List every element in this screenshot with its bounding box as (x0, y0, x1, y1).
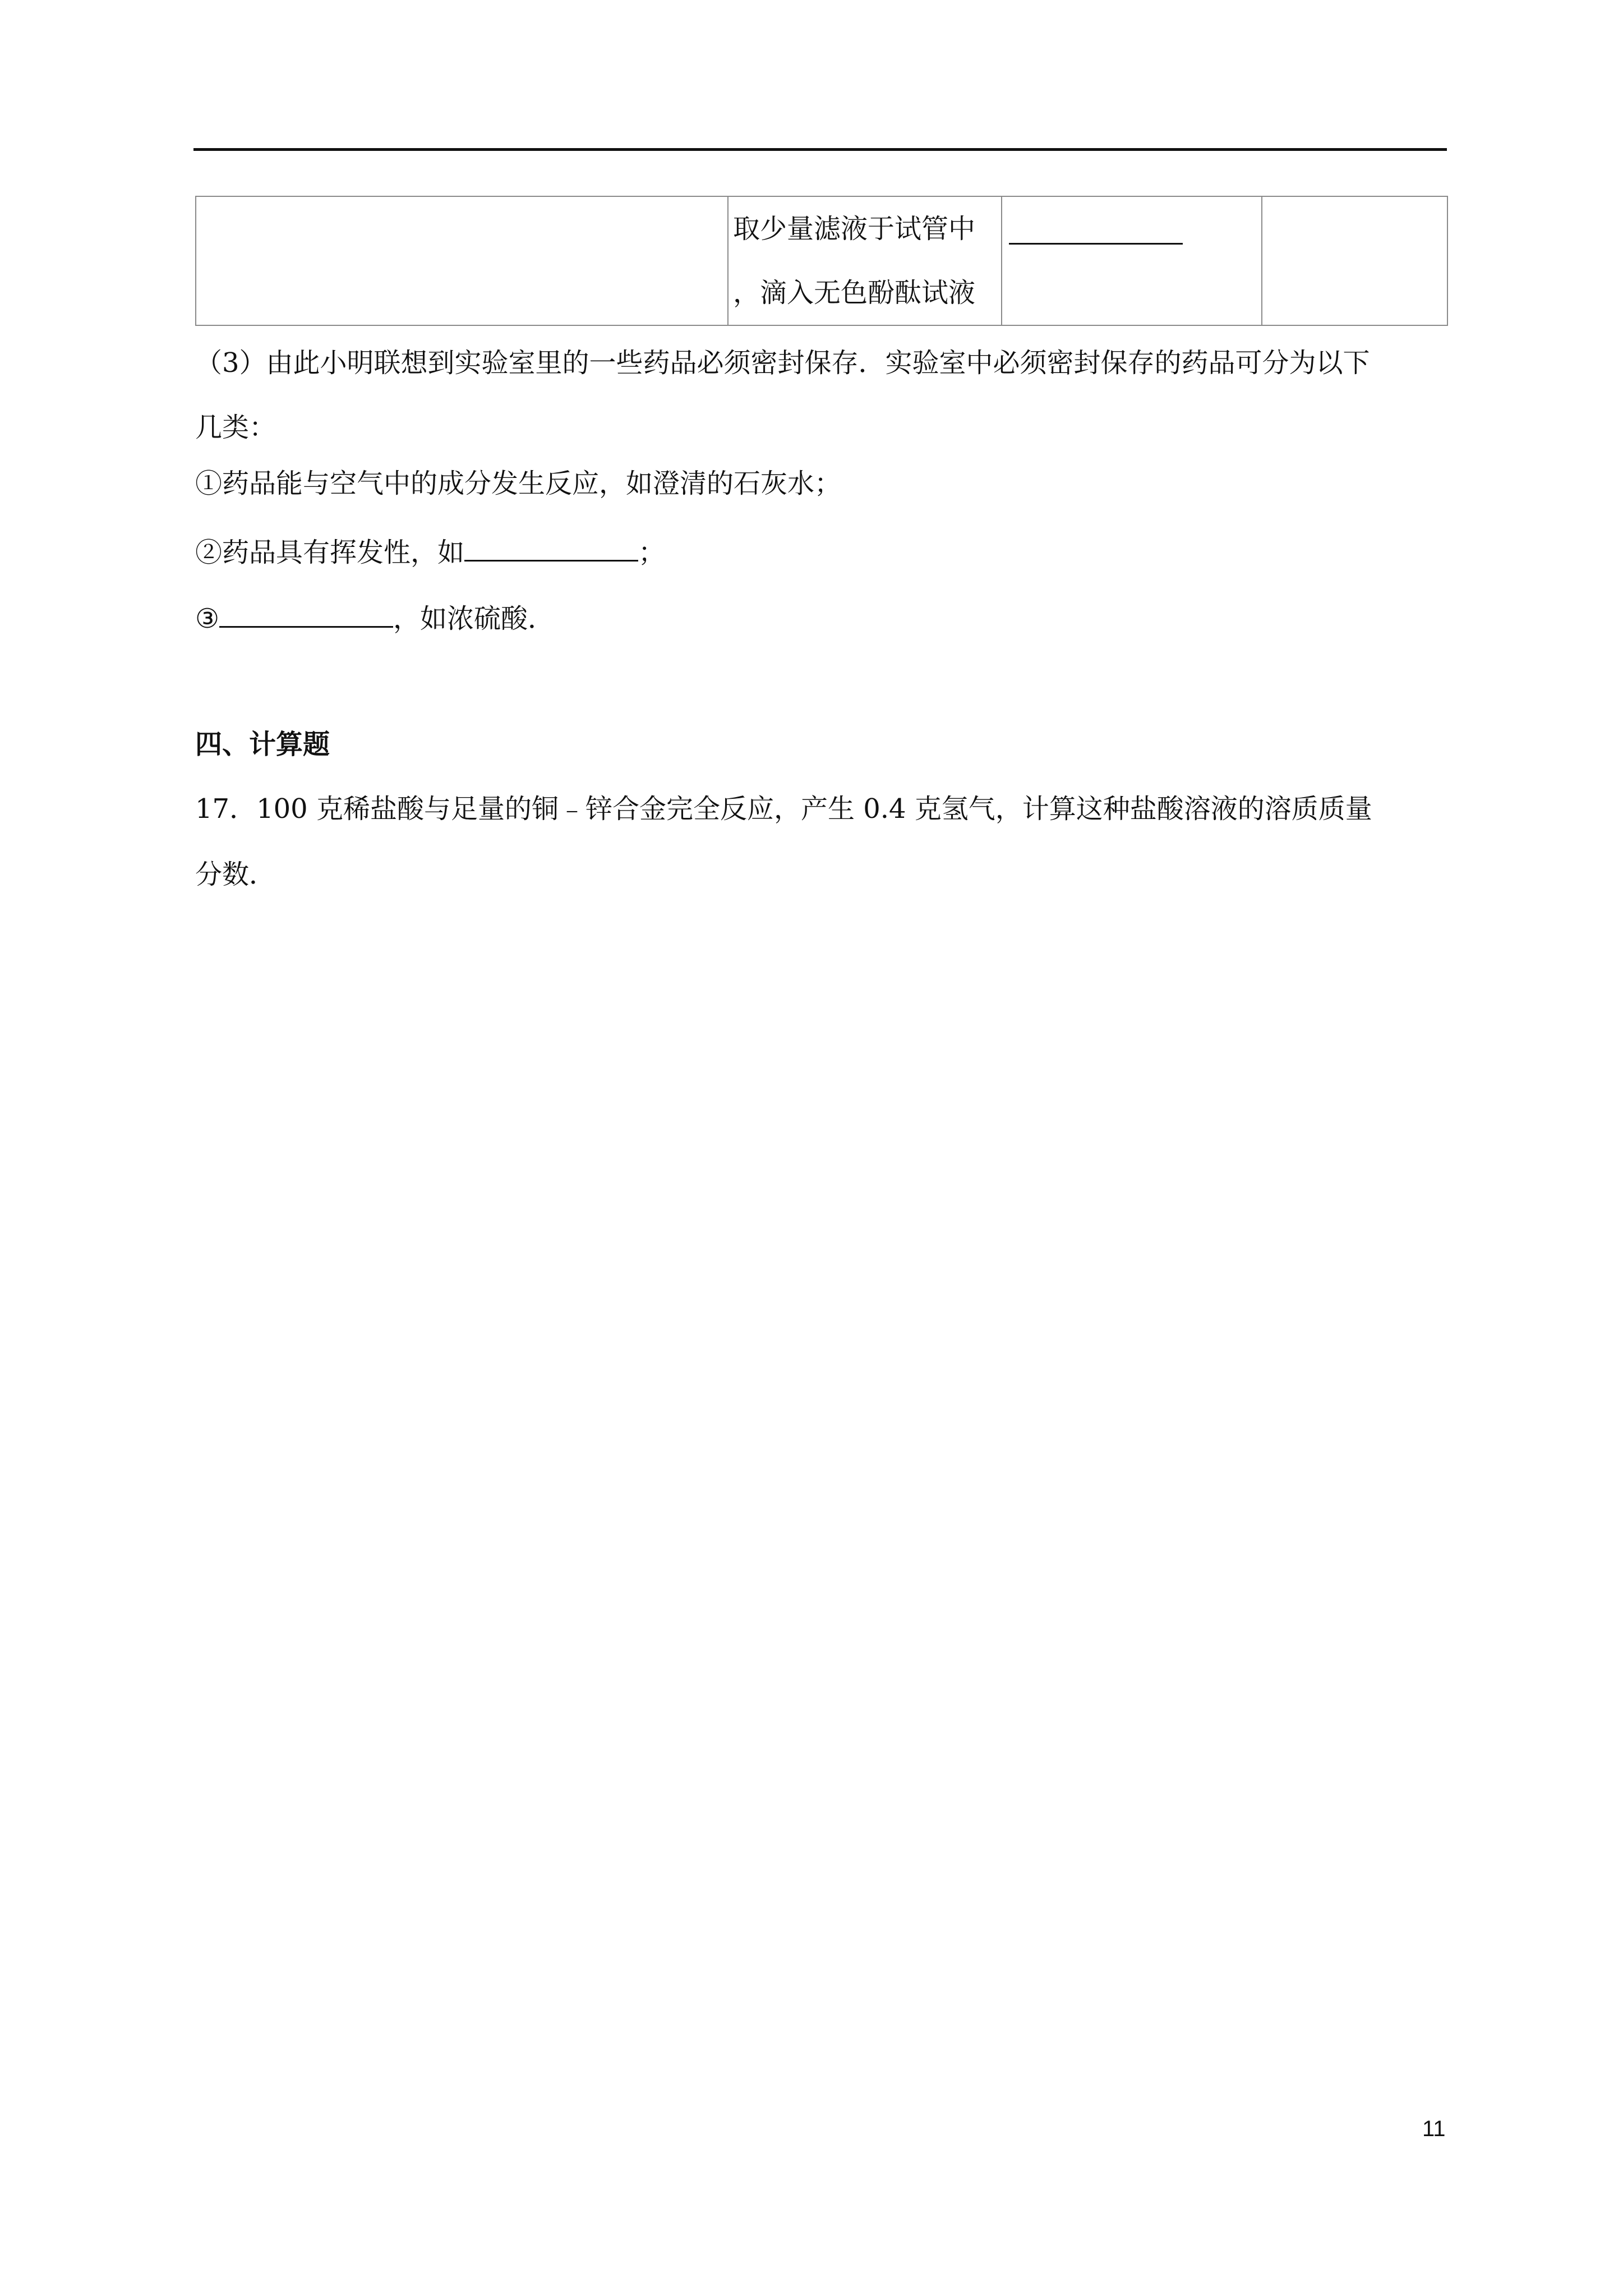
answer-blank-phenomenon (1009, 243, 1183, 245)
answer-blank-item3 (219, 598, 393, 628)
question-17-line-2: 分数． (195, 859, 276, 890)
section3-item-3 (195, 598, 1451, 637)
item2-prefix: ②药品具有挥发性，如 (195, 537, 465, 568)
page-number: 11 (1422, 2116, 1446, 2141)
section3-intro-line-1: （3）由此小明联想到实验室里的一些药品必须密封保存．实验室中必须密封保存的药品可分为以下 (195, 347, 1370, 379)
section4-heading: 四、计算题 (195, 729, 330, 760)
item2-suffix: ； (638, 537, 666, 568)
answer-blank-item2 (464, 532, 638, 562)
table-cell-conclusion (1262, 196, 1447, 325)
section3-item-1: ①药品能与空气中的成分发生反应，如澄清的石灰水； (195, 468, 842, 499)
table-row (196, 196, 1447, 325)
section3-item-2 (195, 532, 1451, 570)
header-rule (193, 148, 1447, 151)
table-cell-procedure (728, 196, 1002, 325)
table-cell-empty (196, 196, 728, 325)
section3-intro-line-2: 几类： (195, 412, 276, 443)
item3-prefix: ③ (195, 603, 220, 634)
item3-suffix: ，如浓硫酸． (393, 603, 555, 634)
procedure-line-1: 取少量滤液于试管中 (733, 213, 976, 245)
experiment-table (195, 196, 1448, 326)
procedure-line-2: ，滴入无色酚酞试液 (733, 277, 976, 309)
question-17-line-1: 17．100 克稀盐酸与足量的铜﹣锌合金完全反应，产生 0.4 克氢气，计算这种盐酸溶液的溶质质量 (195, 793, 1372, 825)
table-cell-phenomenon (1002, 196, 1262, 325)
